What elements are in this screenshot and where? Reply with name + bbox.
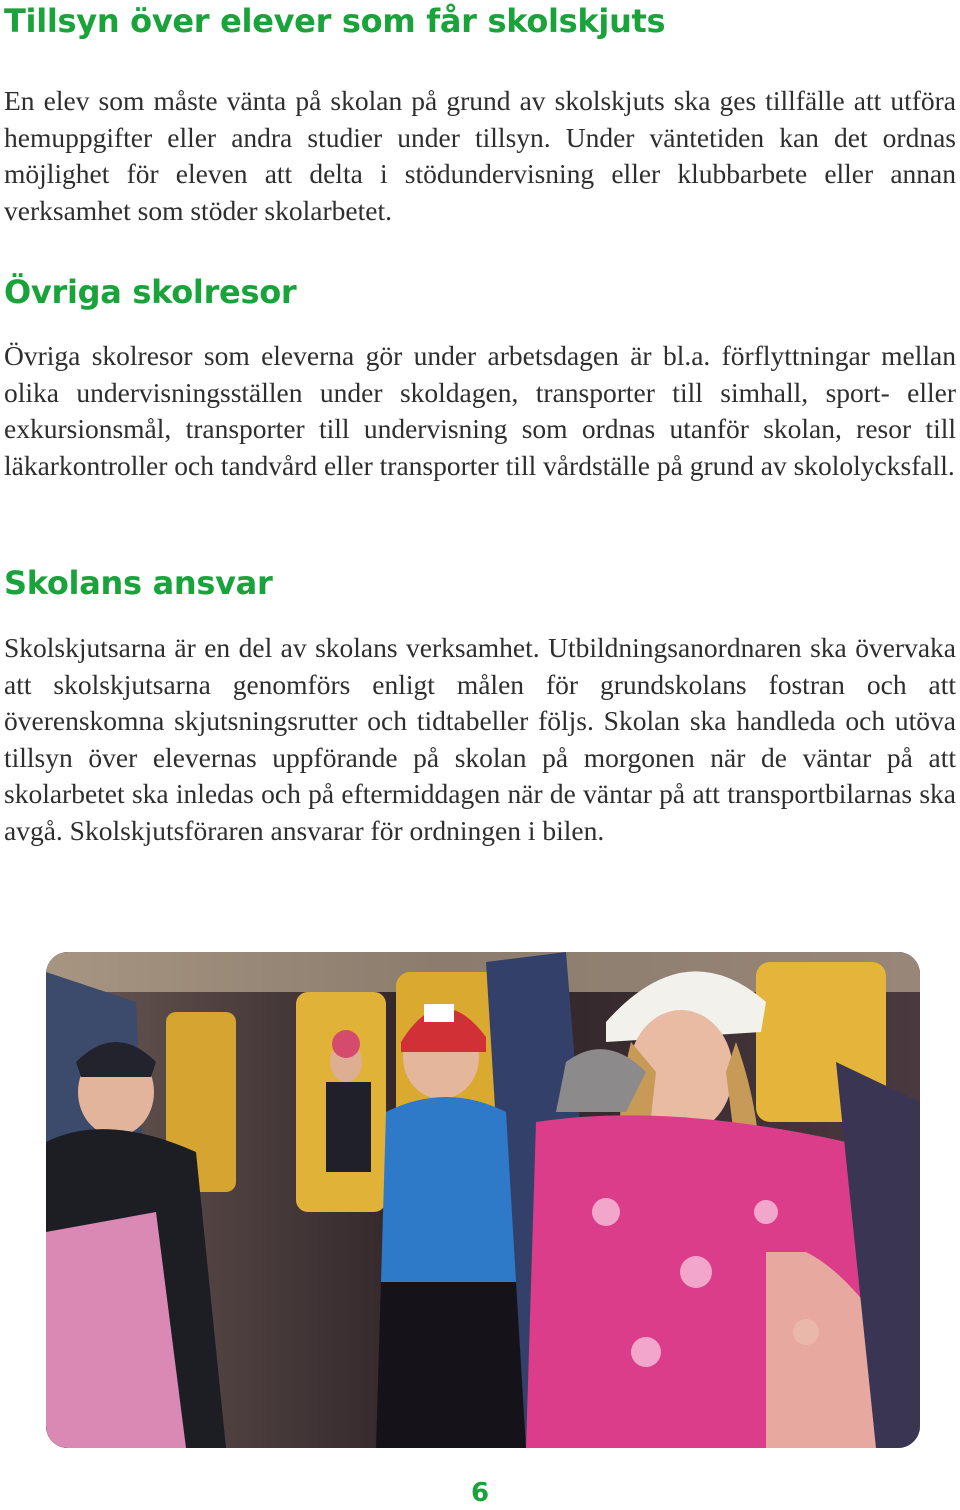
section-heading-supervision: Tillsyn över elever som får skolskjuts: [4, 2, 666, 40]
section-body-school-responsibility: Skolskjutsarna är en del av skolans verksamhet. Utbildningsanordnaren ska övervaka att skolskjutsarna genomförs enligt målen för grundskolans fostran och att överenskomna skjutsningsrutter och tidtabeller följs. Skolan ska handleda och utöva tillsyn över elevernas uppförande på skolan på morgonen när de väntar på att skolarbetet ska inledas och på eftermiddagen när de väntar på att transportbilarnas ska avgå. Skolskjutsföraren ansvarar för ordningen i bilen.: [4, 632, 956, 846]
section-heading-school-responsibility: Skolans ansvar: [4, 564, 273, 602]
section-heading-other-trips: Övriga skolresor: [4, 273, 297, 311]
page-number: 6: [470, 1478, 490, 1508]
section-body-supervision: En elev som måste vänta på skolan på grund av skolskjuts ska ges tillfälle att utföra hemuppgifter eller andra studier under tillsyn. Under väntetiden kan det ordnas möjlighet för eleven att delta i stödundervisning eller klubbarbete eller annan verksamhet som stöder skolarbetet.: [4, 85, 956, 226]
section-body-other-trips: Övriga skolresor som eleverna gör under arbetsdagen är bl.a. förflyttningar mellan olika undervisningsställen under skoldagen, transporter till simhall, sport- eller exkursionsmål, transporter till undervisning som ordnas utanför skolan, resor till läkarkontroller och tandvård eller transporter till vårdställe på grund av skololycksfall.: [4, 340, 956, 481]
photo-children-on-bus: [46, 952, 920, 1448]
